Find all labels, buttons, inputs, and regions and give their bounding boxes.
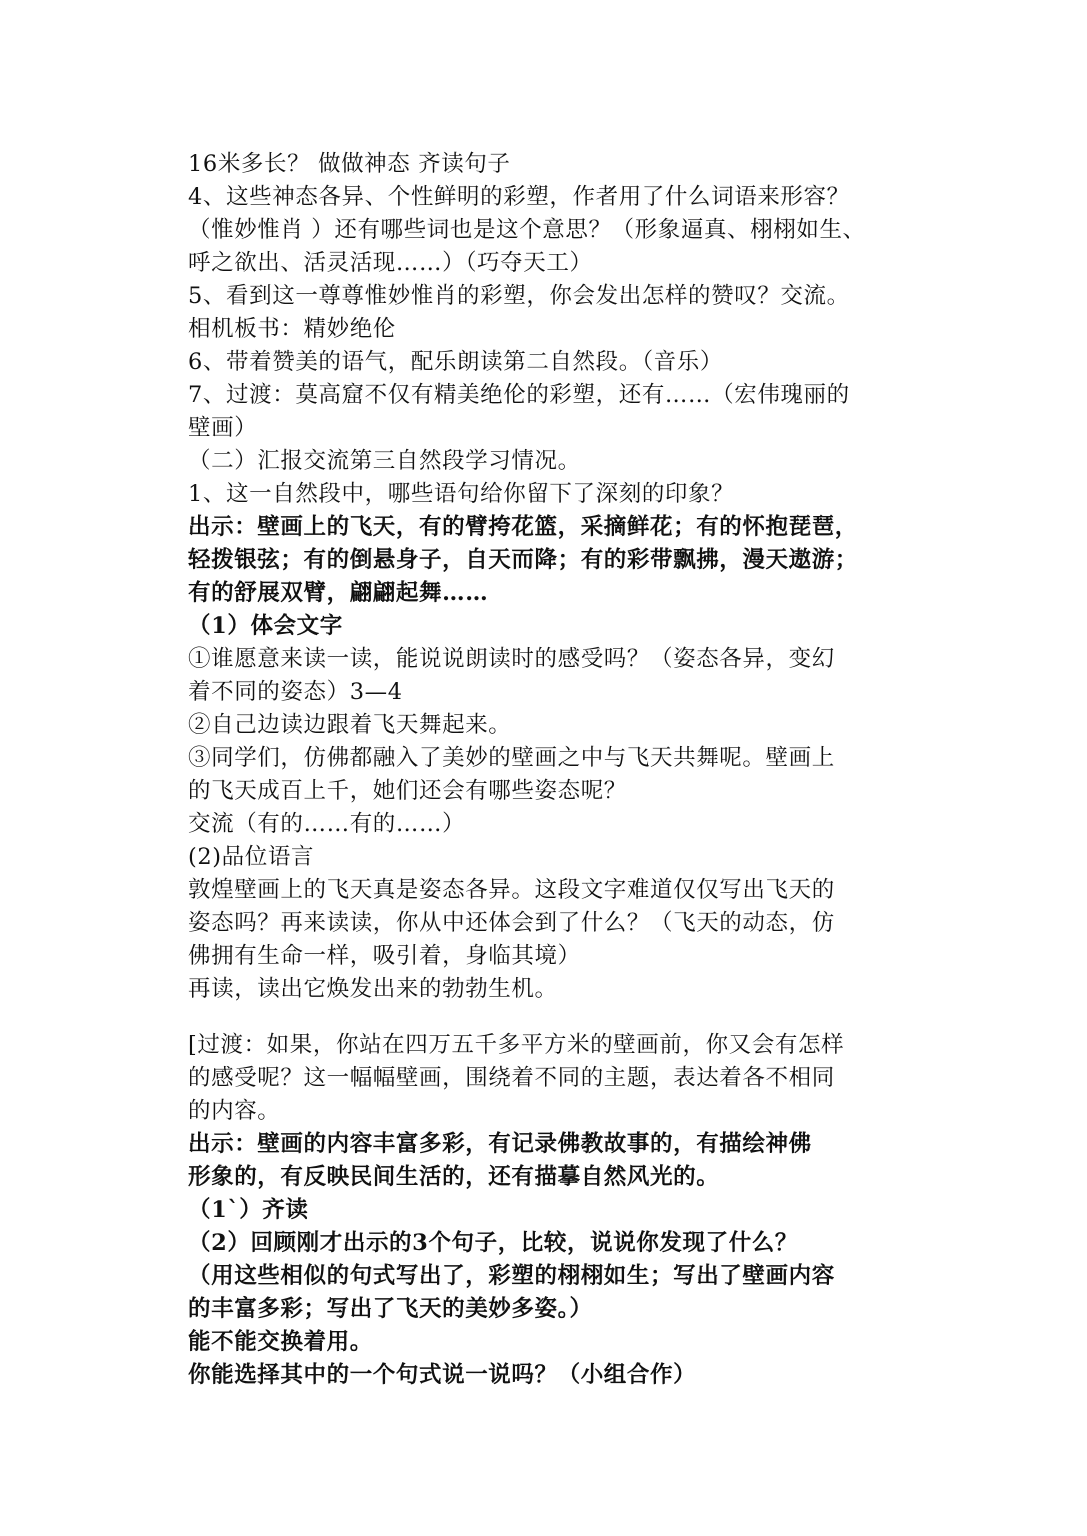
text-line: 佛拥有生命一样，吸引着，身临其境） (188, 943, 581, 969)
text-line: ②自己边读边跟着飞天舞起来。 (188, 712, 512, 738)
text-line: 再读，读出它焕发出来的勃勃生机。 (188, 976, 558, 1002)
text-line: 出示：壁画的内容丰富多彩，有记录佛教故事的，有描绘神佛 (188, 1131, 812, 1157)
text-line: （1`）齐读 (188, 1197, 309, 1223)
text-line: ③同学们，仿佛都融入了美妙的壁画之中与飞天共舞呢。壁画上 (188, 745, 835, 771)
text-line: 16米多长？ 做做神态 齐读句子 (188, 151, 511, 177)
text-line: 敦煌壁画上的飞天真是姿态各异。这段文字难道仅仅写出飞天的 (188, 877, 835, 903)
text-line: 有的舒展双臂，翩翩起舞…… (188, 580, 489, 606)
text-line: 的丰富多彩；写出了飞天的美妙多姿。） (188, 1296, 593, 1322)
text-line: 的飞天成百上千，她们还会有哪些姿态呢？ (188, 778, 627, 804)
text-line: (2)品位语言 (188, 844, 315, 870)
text-line: 的感受呢？这一幅幅壁画，围绕着不同的主题，表达着各不相同 (188, 1065, 835, 1091)
text-line: 4、这些神态各异、个性鲜明的彩塑，作者用了什么词语来形容？ (188, 184, 850, 210)
text-line: 6、带着赞美的语气，配乐朗读第二自然段。（音乐） (188, 349, 723, 375)
text-line: 着不同的姿态）3—4 (188, 679, 403, 705)
text-line: （用这些相似的句式写出了，彩塑的栩栩如生；写出了壁画内容 (188, 1263, 835, 1289)
text-line: 1、这一自然段中，哪些语句给你留下了深刻的印象？ (188, 481, 735, 507)
text-line: （惟妙惟肖 ）还有哪些词也是这个意思？（形象逼真、栩栩如生、 (188, 217, 866, 243)
text-line: 的内容。 (188, 1098, 281, 1124)
text-line: 壁画） (188, 415, 258, 441)
text-line: ①谁愿意来读一读，能说说朗读时的感受吗？（姿态各异，变幻 (188, 646, 835, 672)
text-line: 能不能交换着用。 (188, 1329, 373, 1355)
text-line: 形象的，有反映民间生活的，还有描摹自然风光的。 (188, 1164, 720, 1190)
text-line: （2）回顾刚才出示的3个句子，比较，说说你发现了什么？ (188, 1230, 799, 1256)
text-line: 相机板书：精妙绝伦 (188, 316, 396, 342)
text-line: （二）汇报交流第三自然段学习情况。 (188, 448, 581, 474)
text-line: 5、看到这一尊尊惟妙惟肖的彩塑，你会发出怎样的赞叹？交流。 (188, 283, 850, 309)
text-line: 交流（有的……有的……） (188, 811, 466, 837)
text-line: 出示：壁画上的飞天，有的臂挎花篮，采摘鲜花；有的怀抱琵琶， (188, 514, 858, 540)
text-line: （1）体会文字 (188, 613, 343, 639)
text-line: [过渡：如果，你站在四万五千多平方米的壁画前，你又会有怎样 (188, 1032, 845, 1058)
text-line: 你能选择其中的一个句式说一说吗？（小组合作） (188, 1362, 697, 1388)
text-line: 呼之欲出、活灵活现……）（巧夺天工） (188, 250, 593, 276)
text-line: 轻拨银弦；有的倒悬身子，自天而降；有的彩带飘拂，漫天遨游； (188, 547, 858, 573)
text-line: 7、过渡：莫高窟不仅有精美绝伦的彩塑，还有……（宏伟瑰丽的 (188, 382, 850, 408)
text-line: 姿态吗？再来读读，你从中还体会到了什么？（飞天的动态，仿 (188, 910, 835, 936)
